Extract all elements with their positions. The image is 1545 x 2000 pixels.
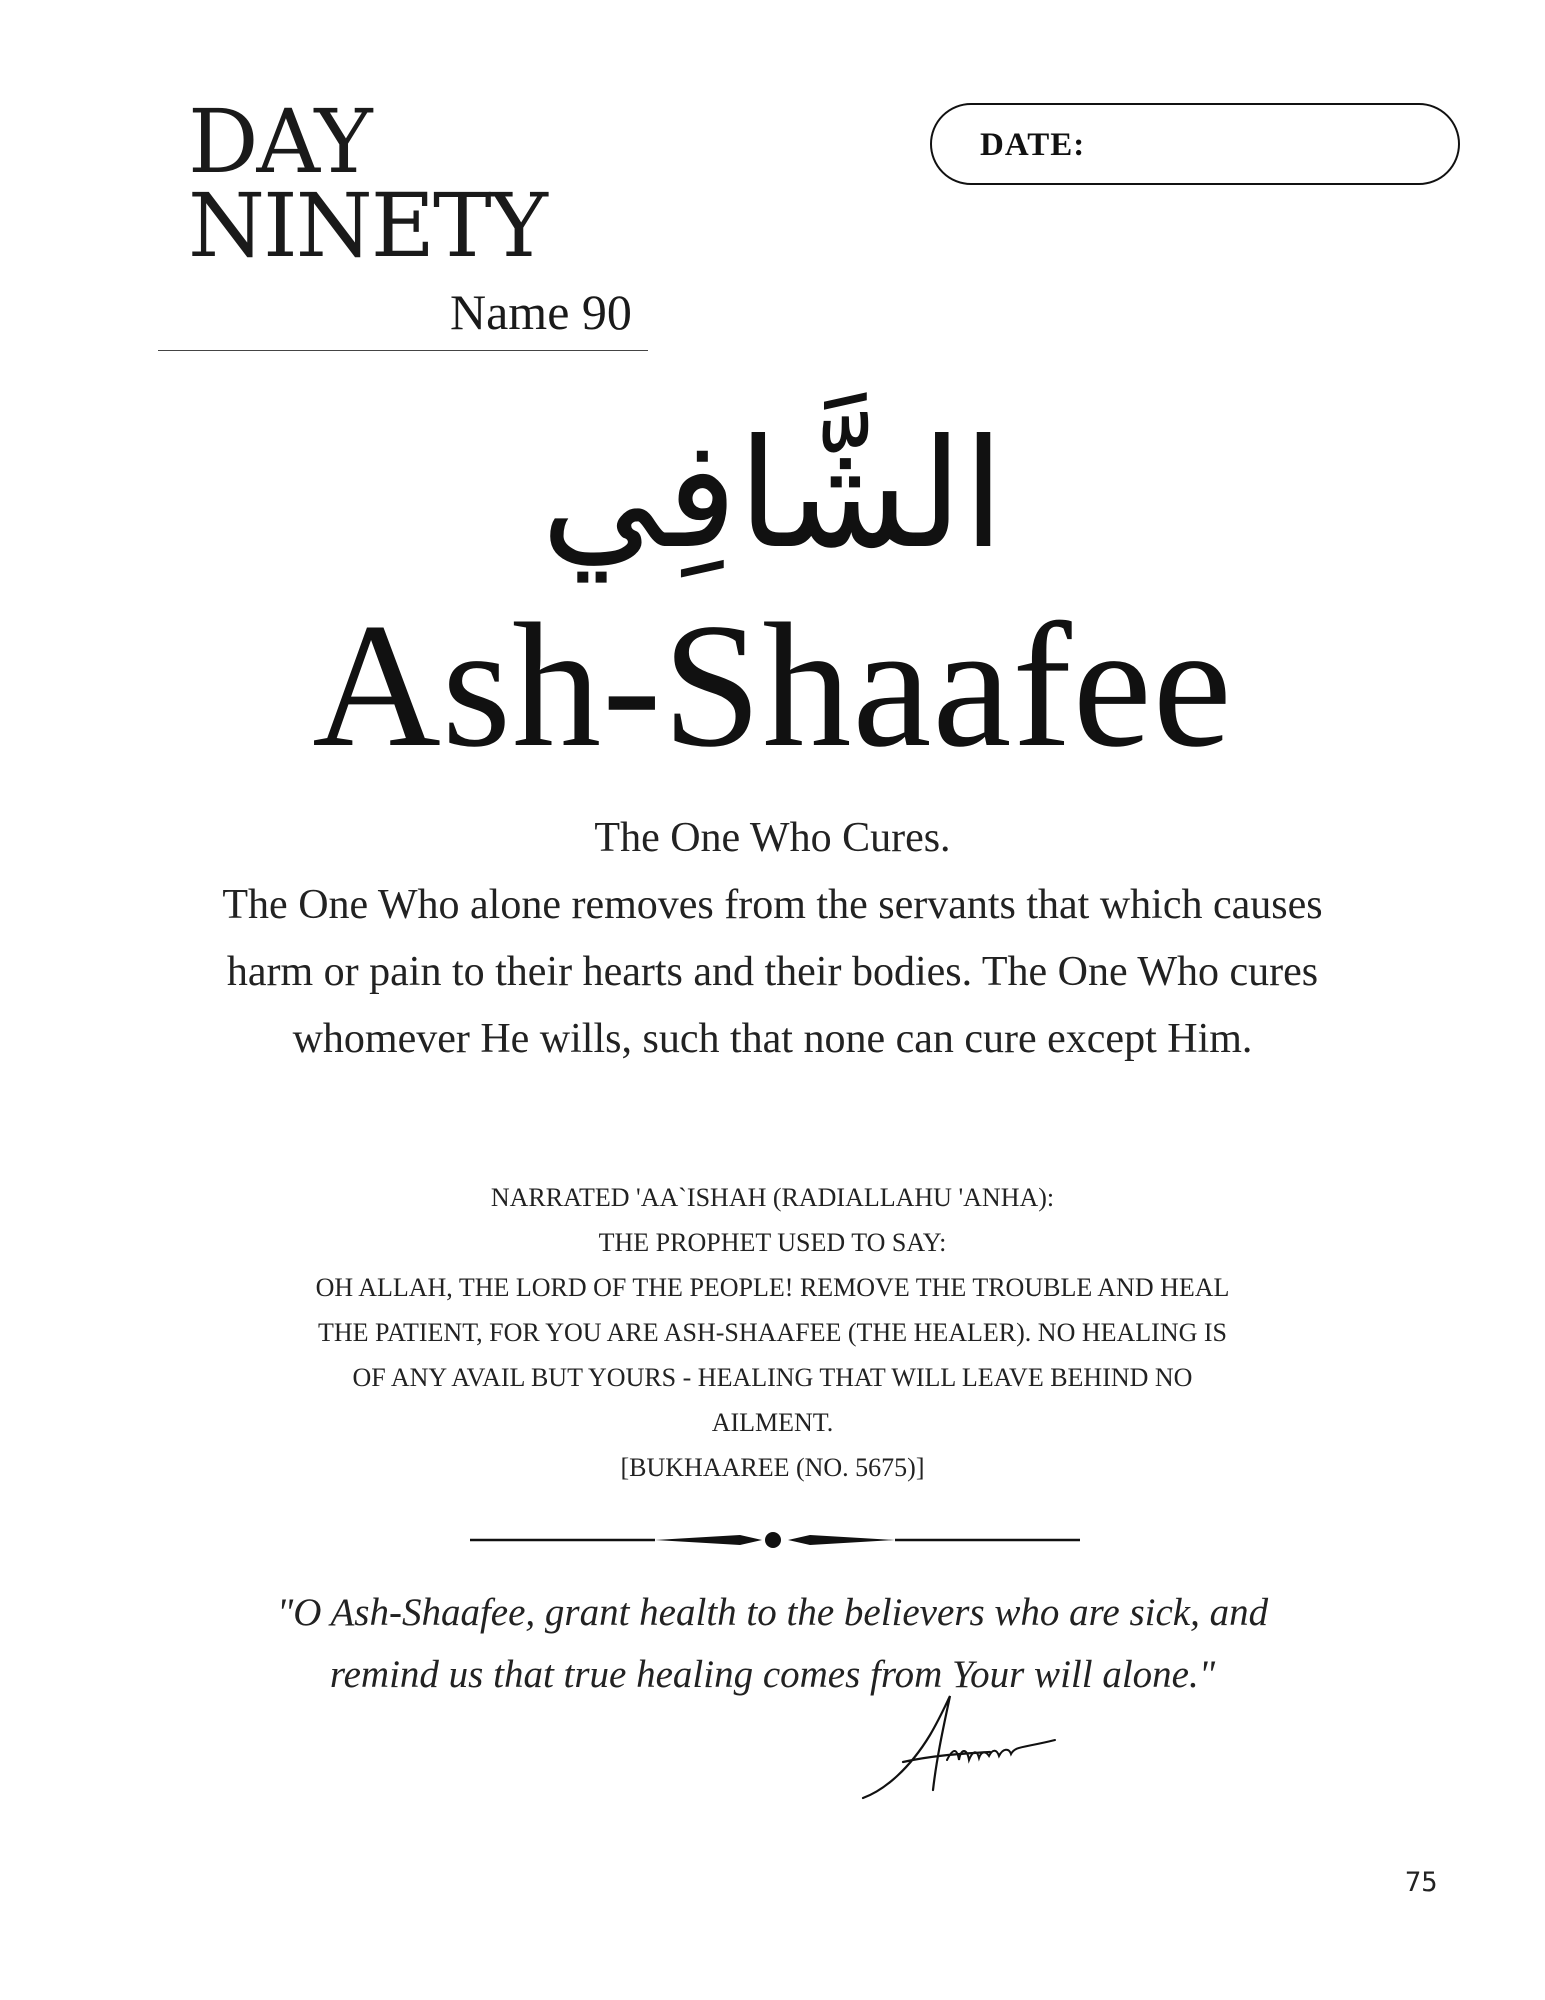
arabic-name: الشَّافِي (540, 408, 1005, 582)
hadith-block (300, 1175, 1245, 1490)
date-label: DATE: (980, 127, 1086, 163)
meaning-short: The One Who Cures. (594, 815, 951, 861)
ameen-signature (855, 1690, 1065, 1810)
hadith-narrator: NARRATED 'AA`ISHAH (RADIALLAHU 'ANHA): (490, 1183, 1055, 1212)
name-meaning (220, 805, 1325, 1073)
date-field[interactable] (930, 103, 1460, 185)
day-title-line2: NINETY (188, 174, 546, 277)
meaning-long: The One Who alone removes from the servants that which causes harm or pain to their hearts and their bodies. The One Who cures whomever He wills, such that none can cure except Him. (222, 882, 1323, 1062)
transliterated-name: Ash-Shaafee (312, 586, 1233, 784)
title-underline (158, 350, 648, 351)
page-number: 75 (1405, 1867, 1438, 1898)
day-title (188, 90, 546, 277)
name-number: Name 90 (450, 284, 632, 340)
day-title-line1: DAY (188, 90, 371, 193)
dua-quote: "O Ash-Shaafee, grant health to the believers who are sick, and remind us that true healing comes from Your will alone." (276, 1591, 1269, 1696)
ornamental-divider (470, 1525, 1080, 1555)
hadith-text: OH ALLAH, THE LORD OF THE PEOPLE! REMOVE THE TROUBLE AND HEAL THE PATIENT, FOR YOU ARE ASH-SHAAFEE (THE HEALER). NO HEALING IS OF ANY AVAIL BUT YOURS - HEALING THAT WILL LEAVE BEHIND NO AILMENT. (315, 1273, 1230, 1437)
hadith-reference: [BUKHAAREE (NO. 5675)] (620, 1453, 925, 1482)
hadith-intro: THE PROPHET USED TO SAY: (598, 1228, 947, 1257)
